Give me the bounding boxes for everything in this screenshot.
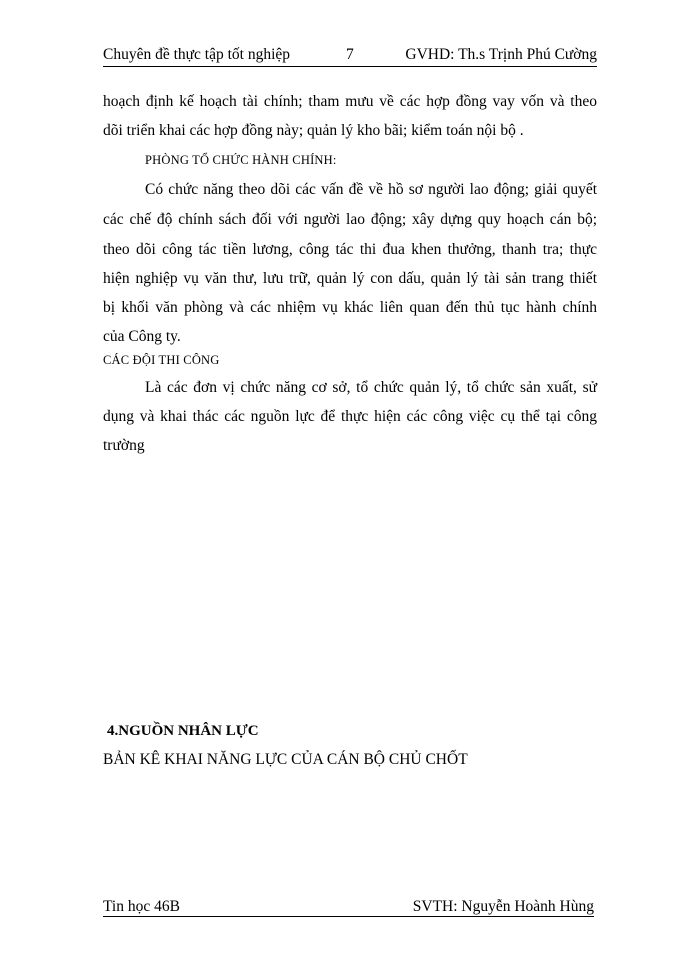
paragraph-line: bị khối văn phòng và các nhiệm vụ khác liên quan đến thủ tục hành chính [103,299,597,316]
page-number: 7 [346,46,354,63]
section-subtitle: BẢN KÊ KHAI NĂNG LỰC CỦA CÁN BỘ CHỦ CHỐT [103,751,468,768]
header-advisor: GVHD: Th.s Trịnh Phú Cường [405,46,597,63]
page-header [103,44,597,67]
heading-construction-teams: CÁC ĐỘI THI CÔNG [103,353,220,367]
heading-admin-department: PHÒNG TỔ CHỨC HÀNH CHÍNH: [145,153,337,167]
paragraph-line: hiện nghiệp vụ văn thư, lưu trữ, quản lý con dấu, quản lý tài sản trang thiết [103,270,597,287]
page-footer [103,898,594,917]
paragraph-line: trường [103,437,145,454]
paragraph-line: Là các đơn vị chức năng cơ sở, tổ chức quản lý, tổ chức sản xuất, sử [145,379,597,396]
paragraph-line: các chế độ chính sách đối với người lao động; xây dựng quy hoạch cán bộ; [103,211,597,228]
paragraph-line: dõi triển khai các hợp đồng này; quản lý kho bãi; kiểm toán nội bộ . [103,122,524,139]
paragraph-line: hoạch định kế hoạch tài chính; tham mưu về các hợp đồng vay vốn và theo [103,93,597,110]
section-title: 4.NGUỒN NHÂN LỰC [107,723,259,739]
footer-student: SVTH: Nguyễn Hoành Hùng [412,898,594,915]
paragraph-line: Có chức năng theo dõi các vấn đề về hồ sơ người lao động; giải quyết [145,181,597,198]
footer-class: Tin học 46B [103,898,180,915]
paragraph-line: dụng và khai thác các nguồn lực để thực hiện các công việc cụ thể tại công [103,408,597,425]
paragraph-line: của Công ty. [103,328,181,345]
header-topic: Chuyên đề thực tập tốt nghiệp [103,46,291,63]
paragraph-line: theo dõi công tác tiền lương, công tác thi đua khen thưởng, thanh tra; thực [103,241,597,258]
